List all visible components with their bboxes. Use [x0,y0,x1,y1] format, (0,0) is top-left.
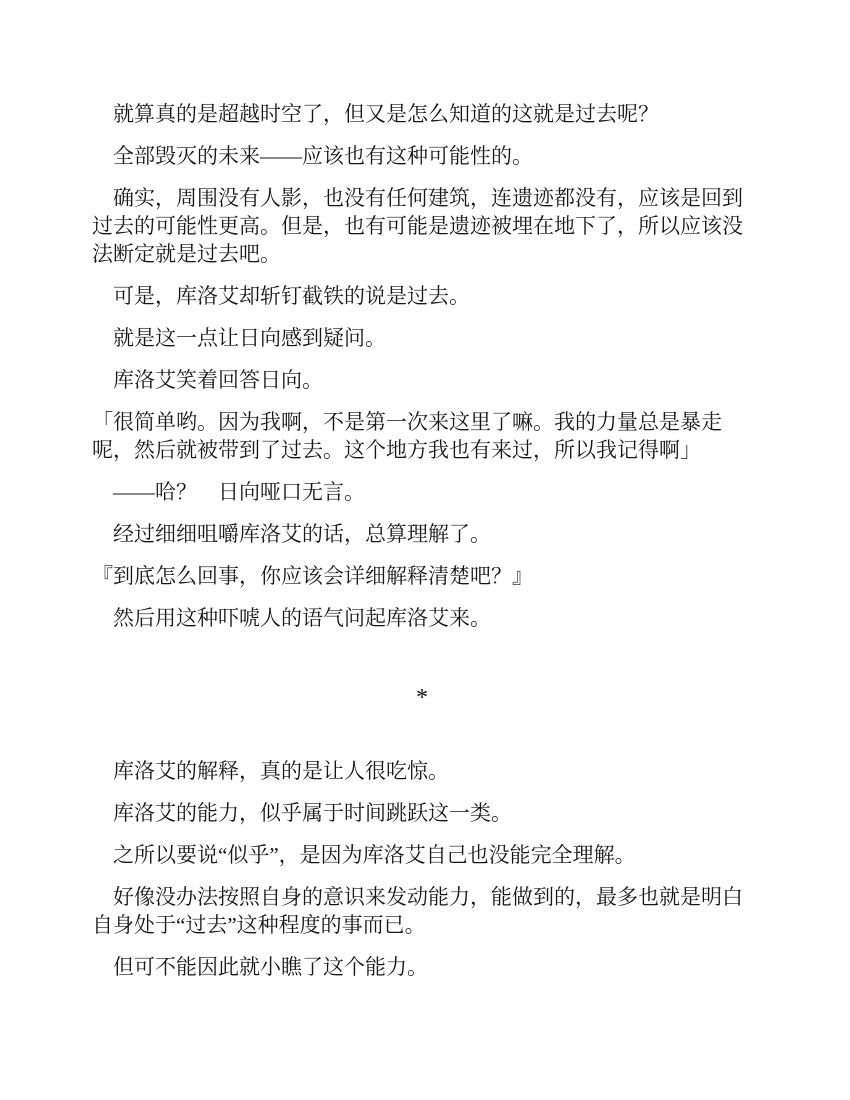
paragraph: 就算真的是超越时空了，但又是怎么知道的这就是过去呢？ [113,102,659,126]
paragraph: 但可不能因此就小瞧了这个能力。 [113,955,428,979]
dialogue-paragraph: 『到底怎么回事，你应该会详细解释清楚吧？』 [92,564,533,588]
paragraph: 然后用这种吓唬人的语气问起库洛艾来。 [113,606,491,630]
paragraph: 经过细细咀嚼库洛艾的话，总算理解了。 [113,522,491,546]
dialogue-paragraph: 「很简单哟。因为我啊，不是第一次来这里了嘛。我的力量总是暴走呢，然后就被带到了过去。这个地方我也有来过，所以我记得啊」 [92,410,722,462]
paragraph: 全部毁灭的未来——应该也有这种可能性的。 [113,144,533,168]
paragraph: 可是，库洛艾却斩钉截铁的说是过去。 [113,284,470,308]
paragraph: 确实，周围没有人影，也没有任何建筑，连遗迹都没有，应该是回到过去的可能性更高。但是，也有可能是遗迹被埋在地下了，所以应该没法断定就是过去吧。 [92,186,743,266]
paragraph: 好像没办法按照自身的意识来发动能力，能做到的，最多也就是明白自身处于“过去”这种程度的事而已。 [92,885,743,937]
paragraph: 库洛艾笑着回答日向。 [113,368,323,392]
paragraph: 库洛艾的解释，真的是让人很吃惊。 [113,759,449,783]
paragraph: 之所以要说“似乎”，是因为库洛艾自己也没能完全理解。 [113,843,636,867]
paragraph: 库洛艾的能力，似乎属于时间跳跃这一类。 [113,801,512,825]
paragraph: 就是这一点让日向感到疑问。 [113,326,386,350]
paragraph: ——哈？ 日向哑口无言。 [113,480,365,504]
text-column [92,100,752,995]
section-separator: * [416,685,428,711]
